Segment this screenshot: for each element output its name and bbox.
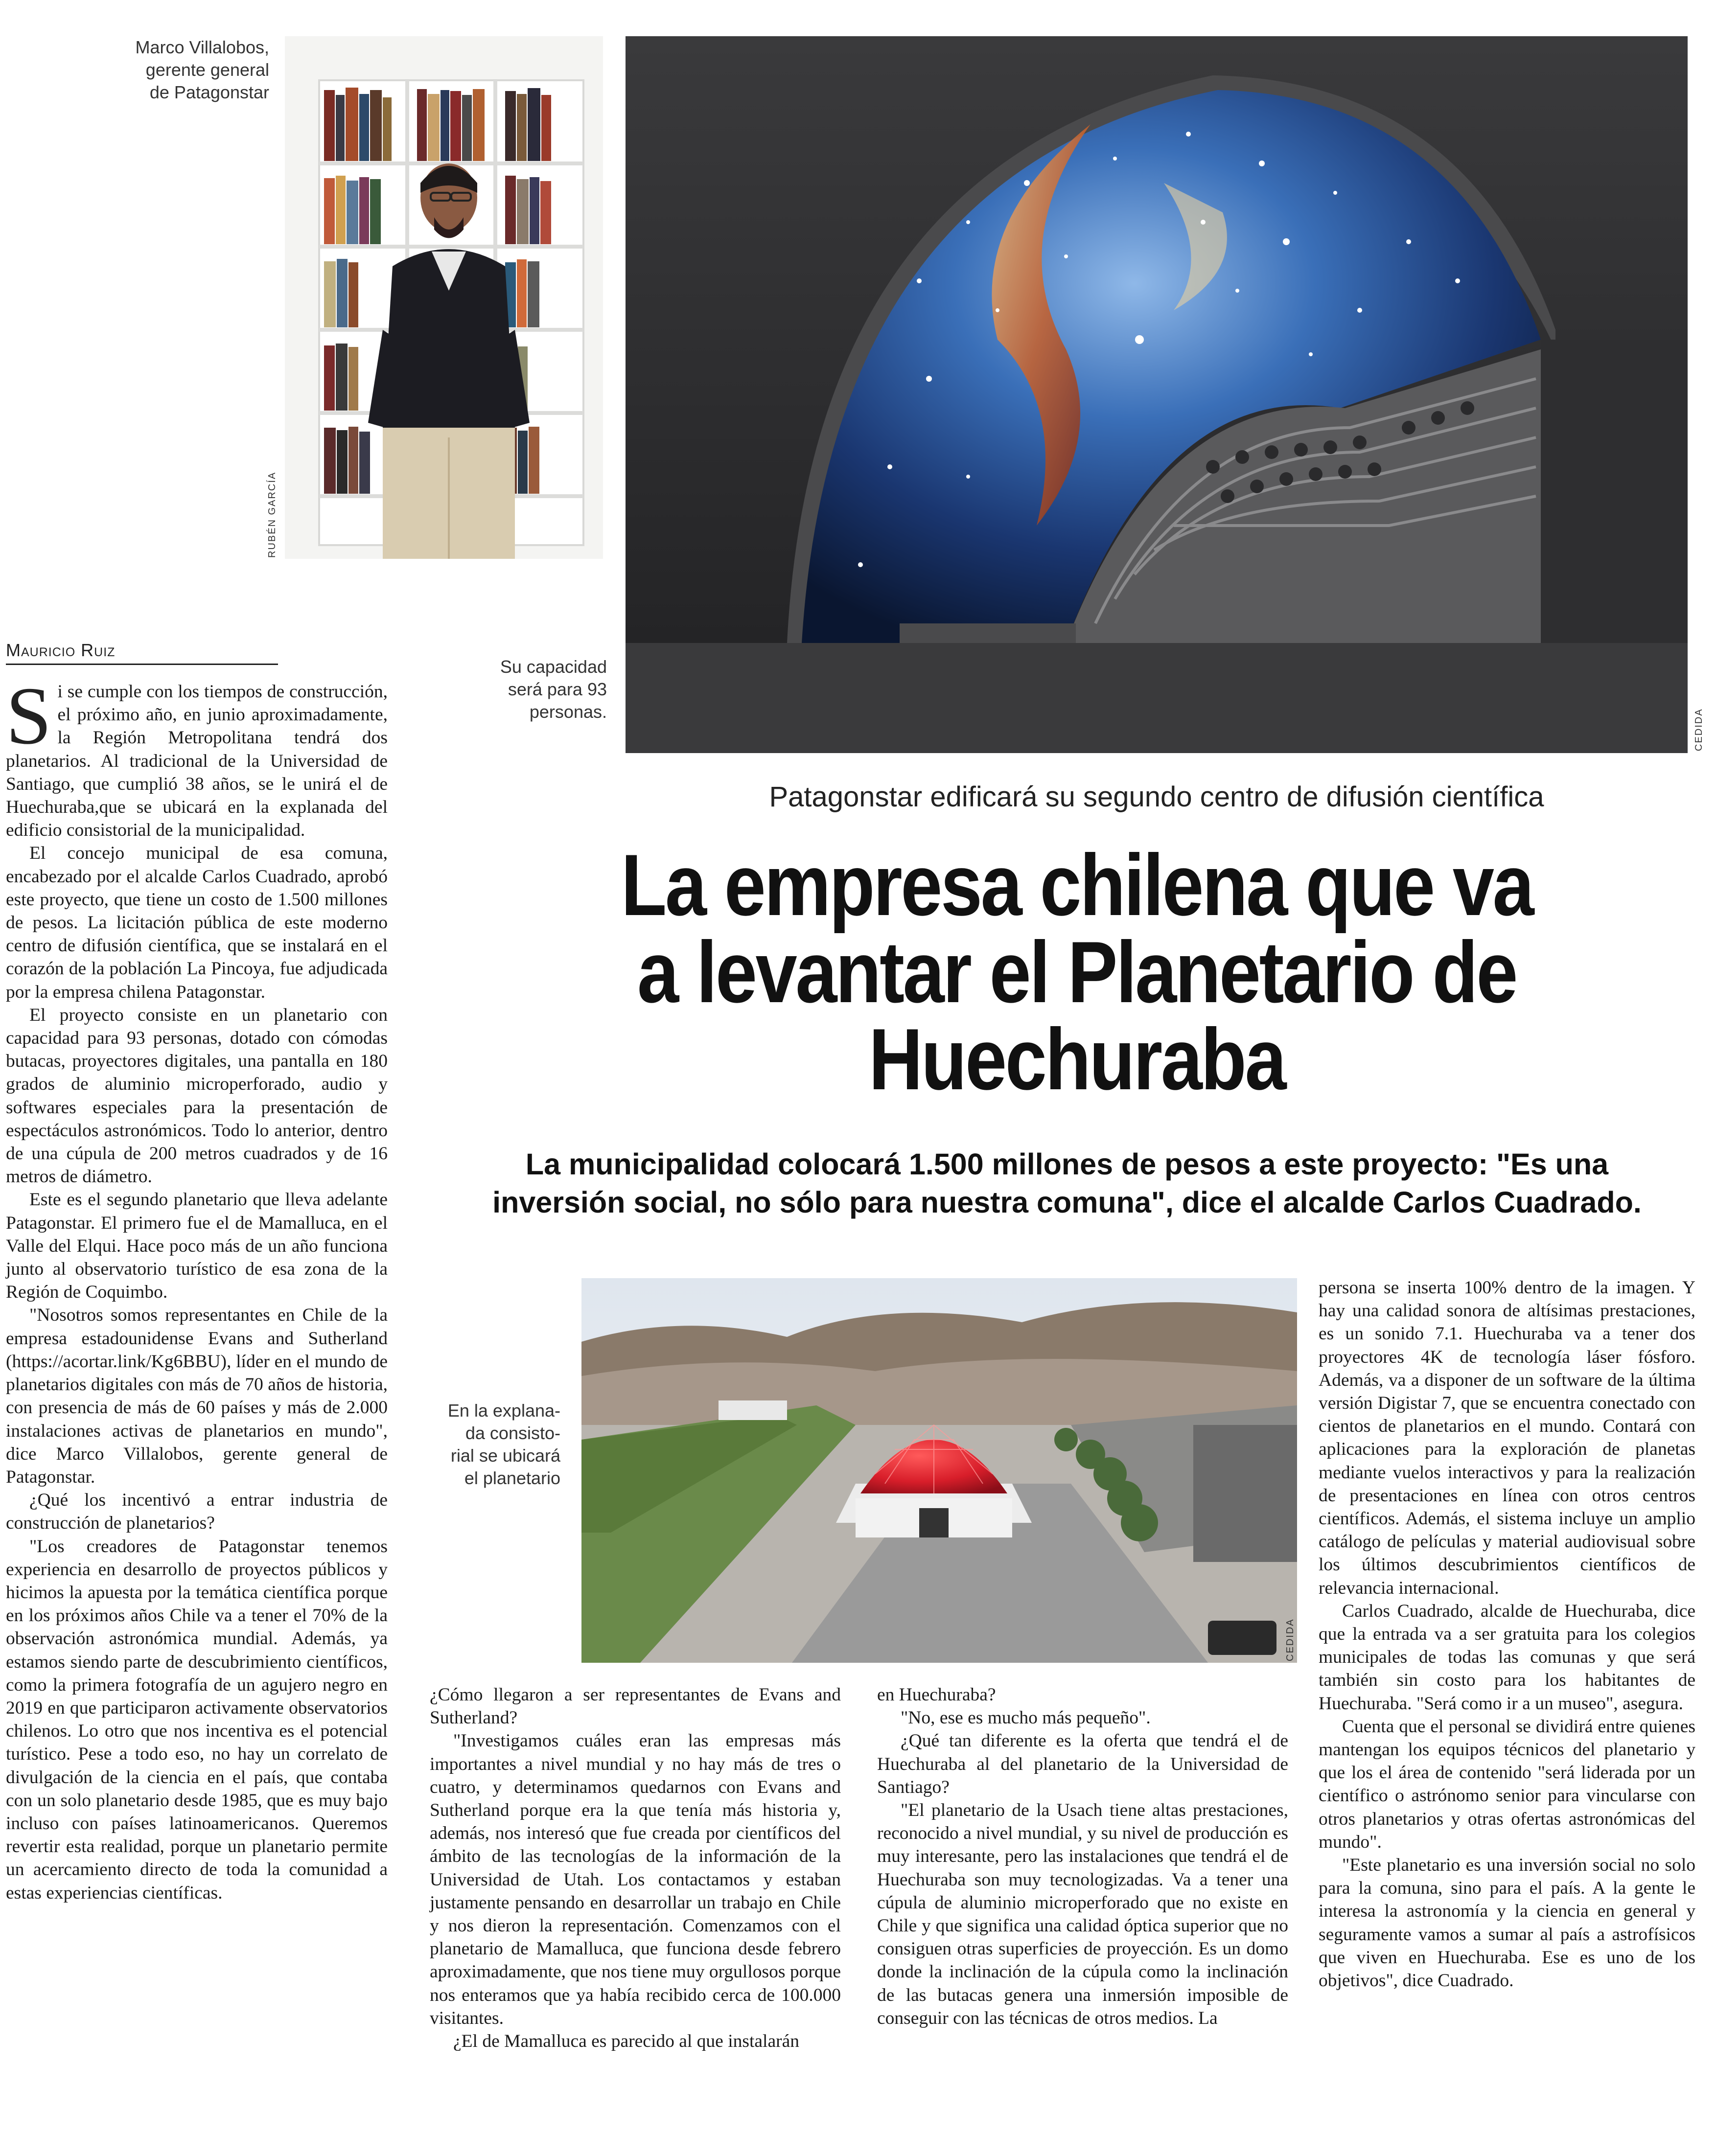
deck xyxy=(441,1145,1694,1221)
question: ¿Cómo llegaron a ser representantes de Evans and Sutherland? xyxy=(430,1685,841,1728)
question: ¿Qué los incentivó a entrar industria de construcción de planetarios? xyxy=(6,1490,388,1534)
question: en Huechuraba? xyxy=(877,1685,996,1705)
article-column-1 xyxy=(6,670,388,1904)
render-caption-line: En la explana- xyxy=(447,1400,560,1421)
dome-photo-credit: CEDIDA xyxy=(1694,708,1704,751)
portrait-caption-line: gerente general xyxy=(145,60,269,80)
question: ¿Qué tan diferente es la oferta que tendrá el de Huechuraba al del planetario de la Universidad de Santiago? xyxy=(877,1731,1288,1797)
byline: Mauricio Ruiz xyxy=(6,640,116,660)
article-column-2 xyxy=(430,1683,841,2053)
paragraph: "El planetario de la Usach tiene altas prestaciones, reconocido a nivel mundial, y su nivel de producción es muy interesante, pero las instalaciones que tendrá el de Huechuraba son muy tecnologizadas. Va a tener una cúpula de aluminio microperforado que no existe en Chile y que significa una calidad óptica superior que no consiguen otras superficies de proyección. Es un domo donde la inclinación de la cúpula como la inclinación de las butacas genera una inmersión imposible de conseguir con las técnicas de otros medios. La xyxy=(877,1800,1288,2028)
portrait-photo xyxy=(285,36,603,559)
paragraph: El proyecto consiste en un planetario con capacidad para 93 personas, dotado con cómodas butacas, proyectores digitales, una pantalla en 180 grados de aluminio microperforado, audio y softwares especiales para la presentación de espectáculos astronómicos. Todo lo anterior, dentro de una cúpula de 200 metros cuadrados y de 16 metros de diámetro. xyxy=(6,1005,388,1187)
paragraph: persona se inserta 100% dentro de la imagen. Y hay una calidad sonora de altísimas prestaciones, es un sonido 7.1. Huechuraba va a tener dos proyectores 4K de tecnología láser fósforo. Además, va a disponer de un software de la última versión Digistar 7, que se encuentra conectado con cientos de planetarios en el mundo. Contará con aplicaciones para la exploración de planetas mediante vuelos interactivos y para la realización de presentaciones en línea con otros centros científicos. Además, el sistema incluye un amplio catálogo de películas y material audiovisual sobre los últimos descubrimientos científicos de relevancia internacional. xyxy=(1319,1278,1695,1598)
paragraph: "No, ese es mucho más pequeño". xyxy=(901,1708,1151,1728)
render-photo-credit: CEDIDA xyxy=(1285,1618,1296,1661)
render-caption-line: rial se ubicará xyxy=(450,1445,560,1466)
render-caption-line: el planetario xyxy=(464,1468,560,1488)
headline-line: a levantar el Planetario de xyxy=(637,923,1516,1021)
paragraph: "Los creadores de Patagonstar tenemos experiencia en desarrollo de proyectos públicos y hicimos la apuesta por la temática científica porque en los próximos años Chile va a tener el 70% de la observación astronómica mundial. Además, ya estamos siendo parte de descubrimiento científicos, como la primera fotografía de un agujero negro en 2019 en que participaron activamente observatorios chilenos. Lo otro que nos incentiva es el potencial turístico. Pese a todo eso, no hay un correlato de divulgación de la ciencia en el país, que contaba con un solo planetario desde 1985, que es muy bajo incluso con países latinoamericanos. Queremos revertir esta realidad, porque un planetario permite un acercamiento directo de toda la comunidad a estas experiencias científicas. xyxy=(6,1536,388,1903)
paragraph: El concejo municipal de esa comuna, encabezado por el alcalde Carlos Cuadrado, aprobó este proyecto, que tiene un costo de 1.500 millones de pesos. La licitación pública de este moderno centro de difusión científica, que se instalará en el corazón de la población La Pincoya, fue adjudicada por la empresa chilena Patagonstar. xyxy=(6,843,388,1002)
planetarium-render-photo xyxy=(581,1278,1297,1663)
byline-rule xyxy=(6,664,278,665)
deck-line: inversión social, no sólo para nuestra comuna", dice el alcalde Carlos Cuadrado. xyxy=(492,1186,1642,1219)
paragraph: Carlos Cuadrado, alcalde de Huechuraba, dice que la entrada va a ser gratuita para los colegios municipales de todas las comunas y que será también sin costo para los habitantes de Huechuraba. "Será como ir a un museo", asegura. xyxy=(1319,1601,1695,1714)
lead-paragraph-text: i se cumple con los tiempos de construcción, el próximo año, en junio aproximadamente, la Región Metropolitana tendrá dos planetarios. Al tradicional de la Universidad de Santiago, que cumplió 38 años, se le unirá el de Huechuraba,que se ubicará en la explanada del edificio consistorial de la municipalidad. xyxy=(6,682,388,841)
planetarium-render-image xyxy=(581,1278,1297,1663)
paragraph: "Investigamos cuáles eran las empresas más importantes a nivel mundial y no hay más de tres o cuatro, y determinamos quedarnos con Evans and Sutherland porque era la que tenía más historia y, además, nos interesó que fue creada por científicos del ámbito de las tecnologías de la información de la Universidad de Utah. Los contactamos y estaban justamente pensando en desarrollar un trabajo en Chile y nos dieron la representación. Comenzamos con el planetario de Mamalluca, que funciona desde febrero aproximadamente, que nos tiene muy orgullosos porque nos enteramos que ya había recibido cerca de 100.000 visitantes. xyxy=(430,1731,841,2028)
kicker: Patagonstar edificará su segundo centro de difusión científica xyxy=(769,781,1544,813)
portrait-caption xyxy=(88,36,269,104)
planetarium-dome-image xyxy=(626,36,1688,753)
portrait-caption-line: Marco Villalobos, xyxy=(135,37,269,57)
planetarium-dome-photo xyxy=(626,36,1688,753)
portrait-photo-image xyxy=(285,36,603,559)
dome-caption-line: Su capacidad xyxy=(500,657,607,677)
question: ¿El de Mamalluca es parecido al que instalarán xyxy=(453,2031,799,2052)
paragraph: "Este planetario es una inversión social no solo para la comuna, sino para el país. A la gente le interesa la astronomía y la ciencia en general y seguramente vamos a sumar al país a astrofísicos que viven en Huechuraba. Ese es uno de los objetivos", dice Cuadrado. xyxy=(1319,1855,1695,1991)
dome-caption-line: será para 93 xyxy=(508,679,607,699)
headline-line: La empresa chilena que va xyxy=(621,836,1533,934)
portrait-caption-line: de Patagonstar xyxy=(149,82,269,102)
article-column-3 xyxy=(877,1683,1288,2030)
render-caption-line: da consisto- xyxy=(465,1423,560,1443)
lead-paragraph xyxy=(6,670,388,842)
portrait-photo-credit: RUBÉN GARCÍA xyxy=(267,471,278,558)
drop-cap: S xyxy=(6,670,52,761)
dome-caption-line: personas. xyxy=(529,702,607,722)
headline xyxy=(551,836,1603,1108)
render-caption xyxy=(421,1399,560,1490)
headline-line: Huechuraba xyxy=(868,1010,1285,1108)
paragraph: Cuenta que el personal se dividirá entre quienes mantengan los equipos técnicos del planetario y que los el área de contenido "será liderada por un científico o astrónomo senior para vincularse con otros planetarios y otras ofertas astronómicas del mundo". xyxy=(1319,1716,1695,1852)
deck-line: La municipalidad colocará 1.500 millones de pesos a este proyecto: "Es una xyxy=(525,1147,1609,1181)
dome-caption xyxy=(460,656,607,723)
paragraph: "Nosotros somos representantes en Chile de la empresa estadounidense Evans and Sutherland (https://acortar.link/Kg6BBU), líder en el mundo de planetarios digitales con más de 70 años de historia, con presencia de más de 60 países y más de 2.000 instalaciones activas de planetarios en mundo", dice Marco Villalobos, gerente general de Patagonstar. xyxy=(6,1305,388,1487)
paragraph: Este es el segundo planetario que lleva adelante Patagonstar. El primero fue el de Mamalluca, en el Valle del Elqui. Hace poco más de un año funciona junto al observatorio turístico de esa zona de la Región de Coquimbo. xyxy=(6,1190,388,1303)
article-column-4 xyxy=(1319,1276,1695,1992)
